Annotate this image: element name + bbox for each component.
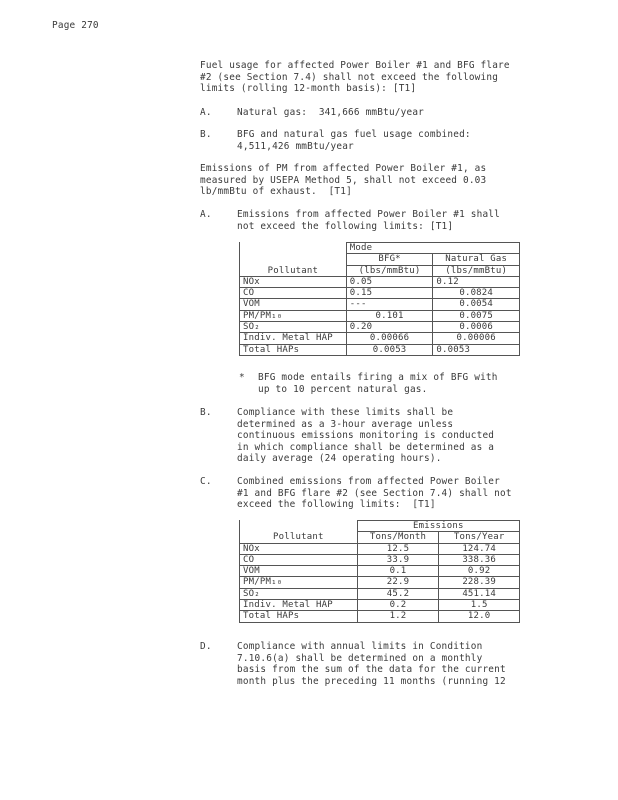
pollutant-cell: PM/PM₁₀ <box>240 577 358 588</box>
tons-month-cell: 12.5 <box>357 543 439 554</box>
text-line: 7.10.6(a) shall be determined on a monthly <box>237 652 483 664</box>
combined-fuel-limit <box>237 129 471 152</box>
text-line: 4,511,426 mmBtu/year <box>237 140 354 152</box>
pollutant-cell: NOx <box>240 276 347 287</box>
item-marker: B. <box>200 407 212 418</box>
bfg-header: BFG* <box>346 254 433 265</box>
mode-header: Mode <box>346 243 519 254</box>
combined-emissions-intro <box>237 476 512 511</box>
bfg-cell: 0.05 <box>346 276 433 287</box>
table-row <box>240 611 520 622</box>
combined-emissions-table <box>239 520 520 623</box>
tons-year-cell: 0.92 <box>439 566 520 577</box>
tons-month-cell: 33.9 <box>357 554 439 565</box>
pollutant-cell: SO₂ <box>240 588 358 599</box>
pollutant-cell: SO₂ <box>240 322 347 333</box>
pollutant-header: Pollutant <box>240 243 347 277</box>
tons-year-cell: 12.0 <box>439 611 520 622</box>
text-line: #2 (see Section 7.4) shall not exceed the following <box>200 71 499 83</box>
gas-cell: 0.12 <box>433 276 520 287</box>
table-row <box>240 322 520 333</box>
gas-cell: 0.00006 <box>433 333 520 344</box>
tons-year-cell: 124.74 <box>439 543 520 554</box>
boiler-limits-intro <box>237 209 500 232</box>
gas-cell: 0.0006 <box>433 322 520 333</box>
item-marker: A. <box>200 107 212 118</box>
bfg-cell: 0.15 <box>346 288 433 299</box>
text-line: BFG mode entails firing a mix of BFG with <box>258 372 498 383</box>
table-row <box>240 299 520 310</box>
table-row <box>240 554 520 565</box>
tons-month-cell: 45.2 <box>357 588 439 599</box>
text-line: daily average (24 operating hours). <box>237 453 442 465</box>
natural-gas-units-header: (lbs/mmBtu) <box>433 265 520 276</box>
annual-compliance-paragraph <box>237 641 506 687</box>
table-row <box>240 588 520 599</box>
gas-cell: 0.0824 <box>433 288 520 299</box>
tons-year-cell: 338.36 <box>439 554 520 565</box>
gas-cell: 0.0075 <box>433 310 520 321</box>
pollutant-cell: CO <box>240 288 347 299</box>
pollutant-cell: PM/PM₁₀ <box>240 310 347 321</box>
pollutant-cell: VOM <box>240 299 347 310</box>
page-number: Page 270 <box>52 20 99 31</box>
bfg-units-header: (lbs/mmBtu) <box>346 265 433 276</box>
tons-month-cell: 0.1 <box>357 566 439 577</box>
item-marker: C. <box>200 476 212 487</box>
bfg-cell: 0.0053 <box>346 344 433 355</box>
tons-year-cell: 451.14 <box>439 588 520 599</box>
footnote-text <box>258 372 498 395</box>
table-row <box>240 276 520 287</box>
table-row <box>240 344 520 355</box>
text-line: Compliance with these limits shall be <box>237 407 454 418</box>
bfg-cell: 0.00066 <box>346 333 433 344</box>
gas-cell: 0.0054 <box>433 299 520 310</box>
text-line: limits (rolling 12-month basis): [T1] <box>200 83 417 95</box>
text-line: Combined emissions from affected Power Boiler <box>237 476 500 487</box>
item-marker: B. <box>200 129 212 140</box>
tons-year-cell: 1.5 <box>439 600 520 611</box>
gas-cell: 0.0053 <box>433 344 520 355</box>
text-line: lb/mmBtu of exhaust. [T1] <box>200 186 352 198</box>
pollutant-cell: Indiv. Metal HAP <box>240 333 347 344</box>
table-row <box>240 600 520 611</box>
natural-gas-limit <box>237 107 424 119</box>
pollutant-cell: Indiv. Metal HAP <box>240 600 358 611</box>
table-row <box>240 288 520 299</box>
tons-month-cell: 22.9 <box>357 577 439 588</box>
table-row <box>240 566 520 577</box>
text-line: in which compliance shall be determined as a <box>237 441 495 453</box>
table-row <box>240 543 520 554</box>
item-marker: A. <box>200 209 212 220</box>
tons-month-cell: 0.2 <box>357 600 439 611</box>
bfg-cell: --- <box>346 299 433 310</box>
bfg-cell: 0.20 <box>346 322 433 333</box>
tons-month-header: Tons/Month <box>357 532 439 543</box>
boiler-limits-table <box>239 242 520 356</box>
text-line: Emissions from affected Power Boiler #1 shall <box>237 209 500 220</box>
table-row <box>240 577 520 588</box>
text-line: basis from the sum of the data for the current <box>237 664 506 676</box>
emissions-header: Emissions <box>357 521 519 532</box>
text-line: Compliance with annual limits in Condition <box>237 641 483 652</box>
text-line: exceed the following limits: [T1] <box>237 499 436 511</box>
item-marker: D. <box>200 641 212 652</box>
tons-month-cell: 1.2 <box>357 611 439 622</box>
text-line: #1 and BFG flare #2 (see Section 7.4) shall not <box>237 487 512 499</box>
pollutant-cell: Total HAPs <box>240 344 347 355</box>
fuel-usage-paragraph <box>200 60 510 95</box>
tons-year-header: Tons/Year <box>439 532 520 543</box>
footnote-marker: * <box>239 372 245 383</box>
table-row <box>240 310 520 321</box>
pollutant-header: Pollutant <box>240 521 358 544</box>
text-line: Emissions of PM from affected Power Boiler #1, as <box>200 163 487 174</box>
text-line: month plus the preceding 11 months (running 12 <box>237 675 506 687</box>
natural-gas-header: Natural Gas <box>433 254 520 265</box>
pollutant-cell: CO <box>240 554 358 565</box>
table-row <box>240 333 520 344</box>
text-line: not exceed the following limits: [T1] <box>237 220 454 232</box>
bfg-cell: 0.101 <box>346 310 433 321</box>
tons-year-cell: 228.39 <box>439 577 520 588</box>
text-line: BFG and natural gas fuel usage combined: <box>237 129 471 140</box>
text-line: determined as a 3-hour average unless <box>237 418 454 430</box>
pm-emissions-paragraph <box>200 163 486 198</box>
compliance-averaging-paragraph <box>237 407 494 465</box>
text-line: measured by USEPA Method 5, shall not exceed 0.03 <box>200 174 487 186</box>
text-line: continuous emissions monitoring is conducted <box>237 430 495 442</box>
pollutant-cell: NOx <box>240 543 358 554</box>
text-line: Natural gas: 341,666 mmBtu/year <box>237 107 425 118</box>
pollutant-cell: Total HAPs <box>240 611 358 622</box>
pollutant-cell: VOM <box>240 566 358 577</box>
text-line: up to 10 percent natural gas. <box>258 383 428 395</box>
text-line: Fuel usage for affected Power Boiler #1 and BFG flare <box>200 60 510 71</box>
